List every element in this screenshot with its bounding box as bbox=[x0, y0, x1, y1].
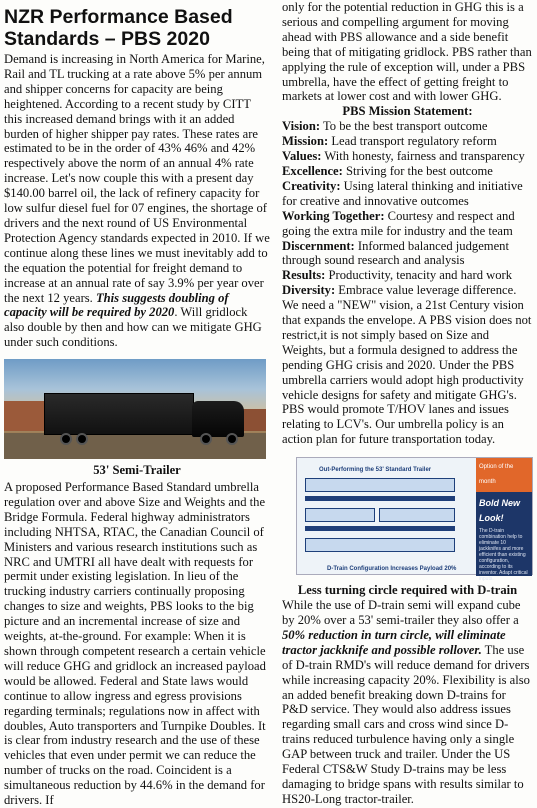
continuation-paragraph: only for the potential reduction in GHG this is a serious and compelling argument for moving ahead with PBS allowance and a side benefit being that of mitigating gridlock. PBS rather than applying the rule of exception will, under a PBS umbrella, have the effect of getting freight to markets at lower cost and with lower GHG. bbox=[282, 0, 532, 104]
mission-item: Vision: To be the best transport outcome bbox=[282, 119, 488, 134]
article-title bbox=[4, 6, 270, 50]
intro-text: Demand is increasing in North America for Marine, Rail and TL trucking at a rate above 5% per annum and shipper concerns for capacity are being heightened. According to a recent study by CITT this increased demand brings with it an added burden of higher shipper pay rates. These rates are estimated to be in the order of 43% 46% and 42% respectively above the norm of an annual 4% rate increase. Let's now couple this with a present day $140.00 barrel oil, the lack of refinery capacity for low sulfur diesel fuel for 07 engines, the shortage of drivers and the next round of US Environmental Protection Agency standards expected in 2010. If we continue along these lines we must inevitably add to the equation the potential for freight demand to increase at an annual rate of say 3.9% per year over the next 12 years. bbox=[4, 52, 270, 305]
mission-list bbox=[282, 119, 533, 298]
trailer-outline bbox=[305, 538, 455, 552]
mission-heading: PBS Mission Statement: bbox=[342, 104, 473, 119]
trailer-outline bbox=[379, 508, 455, 522]
intro-emphasis: This suggests doubling of capacity will be required by 2020 bbox=[4, 290, 229, 320]
title-line-1: NZR Performance Based bbox=[4, 6, 233, 28]
mission-item: Mission: Lead transport regulatory reform bbox=[282, 134, 497, 149]
mission-item: Diversity: Embrace value leverage difference. bbox=[282, 283, 517, 298]
cab-shape bbox=[192, 401, 244, 437]
trailer-bar bbox=[305, 496, 455, 501]
mission-item: Values: With honesty, fairness and transparency bbox=[282, 149, 525, 164]
dtrain-paragraph: While the use of D-train semi will expand cube by 20% over a 53' semi-trailer they also offer a 50% reduction in turn circle, will eliminate tractor jackknife and possible rollover. The use of D-train RMD's will reduce demand for drivers while increasing capacity 20%. Flexibility is also an added benefit breaking down D-trains for P&D service. They would also address issues regarding small cars and cross wind since D-trains reduced turbulence having only a single GAP between truck and trailer. Under the US Federal CTS&W Study D-trains may be less damaging to bridge spans with results similar to HS20-Long tractor-trailer. bbox=[282, 598, 530, 806]
mission-item: Discernment: Informed balanced judgement through sound research and analysis bbox=[282, 238, 509, 268]
photo-caption: 53' Semi-Trailer bbox=[93, 463, 181, 478]
mission-item: Results: Productivity, tenacity and hard work bbox=[282, 268, 513, 283]
dtrain-diagram bbox=[296, 457, 533, 582]
intro-text-end: . Will gridlock also double by then and how can we mitigate GHG under such conditions. bbox=[4, 305, 262, 350]
trailer-outline bbox=[305, 478, 455, 492]
left-column bbox=[4, 0, 270, 808]
trailer-bar bbox=[305, 526, 455, 531]
sidebar-text: The D-train combination help to eliminate 10 jackknifes and more efficient than existing configuration, according to its inventor. Adapt critical inputs. bbox=[479, 527, 528, 582]
mission-item: Creativity: Using lateral thinking and initiative for creative and innovative outcomes bbox=[282, 178, 523, 208]
mission-item: Excellence: Striving for the best outcome bbox=[282, 163, 493, 178]
right-column bbox=[282, 0, 533, 807]
trailer-shape bbox=[44, 393, 194, 435]
semi-trailer-photo bbox=[4, 359, 266, 459]
title-line-2: Standards – PBS 2020 bbox=[4, 28, 210, 50]
vision-paragraph: We need a "NEW" vision, a 21st Century vision that expands the envelope. A PBS vision does not restrict,it is not simply based on Size and Weights, but a formula designed to address the pending GHG crisis and 2020. Under the PBS umbrella carriers would adopt high productivity vehicle designs for safety and mitigate GHG's. PBS would promote T/HOV lanes and issues relating to LCV's. Our umbrella policy is an action plan for future transportation today. bbox=[282, 298, 532, 447]
pbs-paragraph: A proposed Performance Based Standard umbrella regulation over and above Size and Weights and the Bridge Formula. Federal highway administrators including NHTSA, RTAC, the Canadian Council of Ministers and various research institutions such as NRC and UMTRI all have dealt with requests for permit under existing legislation. In lieu of the trucking industry carriers continually proposing changes to size and weights, PBS looks to the big picture and an incremental increase of size and weights, at-the-ground. For example: When it is shown through competent research a certain vehicle will reduce GHG and gridlock an increased payload would be allowed. Federal and State laws would continue to allow ingress and egress provisions regarding terminals; regulations now in affect with doubles, Auto transporters and Turnpike Doubles. It is clear from industry research and the use of these vehicles that even under permit we can reduce the number of trucks on the road. Coincident is a simultaneous reduction by 44.6% in the demand for drivers. If bbox=[4, 480, 266, 808]
sidebar-look: Bold New Look! bbox=[479, 498, 521, 523]
mission-item: Working Together: Courtesy and respect and going the extra mile for industry and the team bbox=[282, 208, 515, 238]
diagram-caption: Less turning circle required with D-train bbox=[297, 583, 518, 598]
diagram-sidebar bbox=[476, 458, 532, 582]
trailer-outline bbox=[305, 508, 375, 522]
sidebar-head: Option of the month bbox=[476, 458, 532, 492]
intro-paragraph bbox=[4, 52, 270, 350]
diagram-footer: D-Train Configuration Increases Payload 20% bbox=[327, 566, 457, 573]
dtrain-emphasis: 50% reduction in turn circle, will eliminate tractor jackknife and possible rollover. bbox=[282, 627, 506, 657]
diagram-title: Out-Performing the 53' Standard Trailer bbox=[319, 467, 432, 474]
